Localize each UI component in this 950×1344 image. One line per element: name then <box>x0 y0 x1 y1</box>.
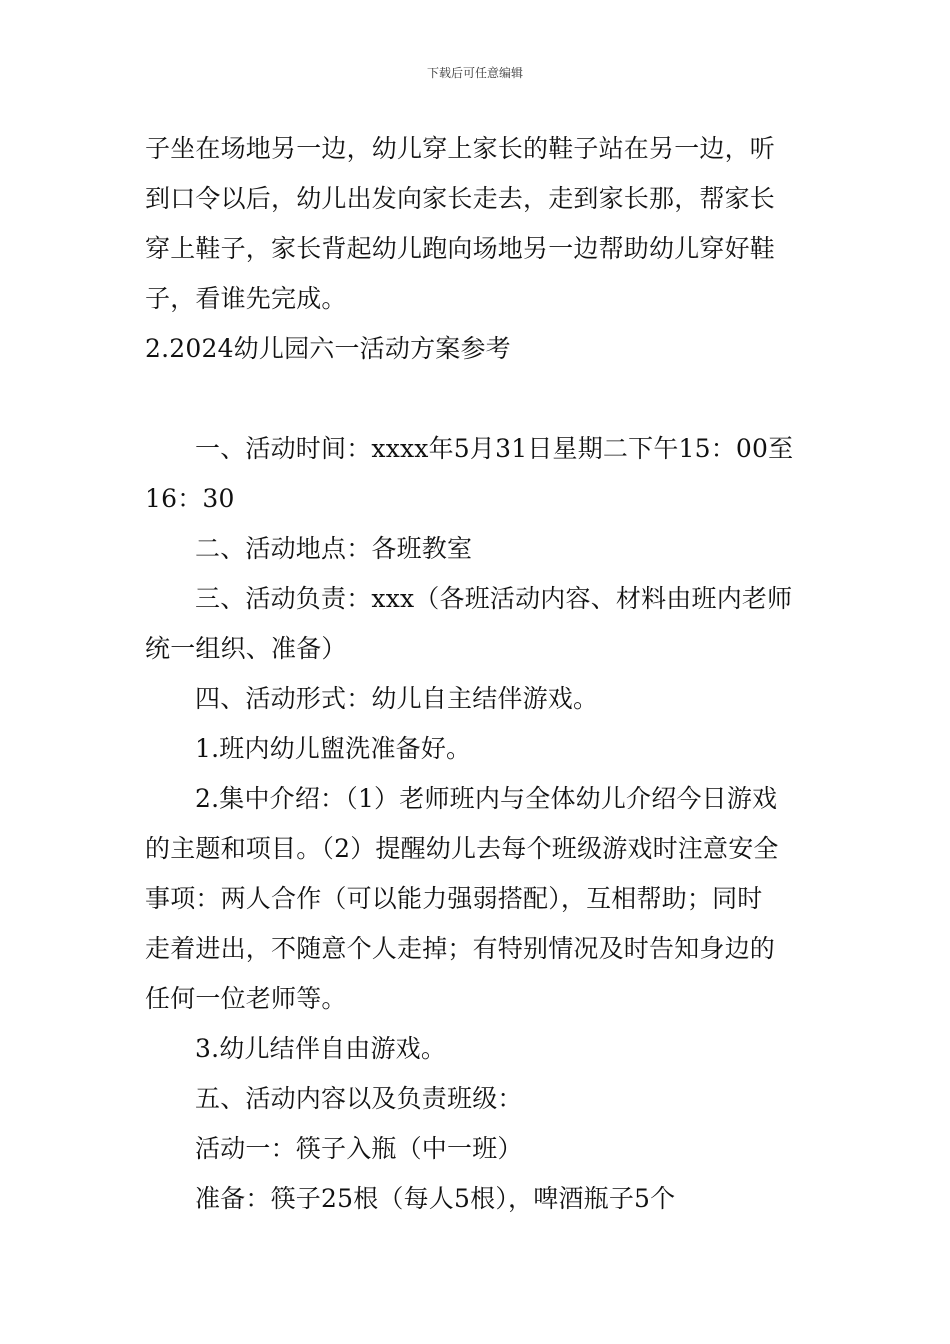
page-header: 下载后可任意编辑 <box>426 66 523 80</box>
item-2: 2.集中介绍：（1）老师班内与全体幼儿介绍今日游戏 <box>195 784 778 813</box>
activity-responsible: 三、活动负责：xxx（各班活动内容、材料由班内老师 <box>195 584 793 613</box>
blank-line <box>145 374 809 424</box>
activity-content-heading: 五、活动内容以及负责班级： <box>195 1084 523 1113</box>
item-2-continued-2: 事项：两人合作（可以能力强弱搭配），互相帮助；同时 <box>145 884 763 913</box>
document-body <box>145 124 809 1224</box>
text-line-1: 子坐在场地另一边，幼儿穿上家长的鞋子站在另一边，听 <box>145 134 776 163</box>
item-2-continued-4: 任何一位老师等。 <box>145 984 347 1013</box>
activity-form: 四、活动形式：幼儿自主结伴游戏。 <box>195 684 599 713</box>
item-2-continued-3: 走着进出，不随意个人走掉；有特别情况及时告知身边的 <box>145 934 776 963</box>
activity-responsible-continued: 统一组织、准备） <box>145 634 347 663</box>
section-heading: 2.2024幼儿园六一活动方案参考 <box>145 334 511 363</box>
activity-one-title: 活动一：筷子入瓶（中一班） <box>195 1134 523 1163</box>
text-line-2: 到口令以后，幼儿出发向家长走去，走到家长那，帮家长 <box>145 184 776 213</box>
item-1: 1.班内幼儿盥洗准备好。 <box>195 734 472 763</box>
activity-location: 二、活动地点：各班教室 <box>195 534 473 563</box>
item-2-continued-1: 的主题和项目。（2）提醒幼儿去每个班级游戏时注意安全 <box>145 834 779 863</box>
item-3: 3.幼儿结伴自由游戏。 <box>195 1034 447 1063</box>
activity-one-preparation: 准备：筷子25根（每人5根），啤酒瓶子5个 <box>195 1184 676 1213</box>
activity-time-continued: 16：30 <box>145 484 235 513</box>
text-line-4: 子，看谁先完成。 <box>145 284 347 313</box>
text-line-3: 穿上鞋子，家长背起幼儿跑向场地另一边帮助幼儿穿好鞋 <box>145 234 776 263</box>
activity-time: 一、活动时间：xxxx年5月31日星期二下午15：00至 <box>195 434 794 463</box>
